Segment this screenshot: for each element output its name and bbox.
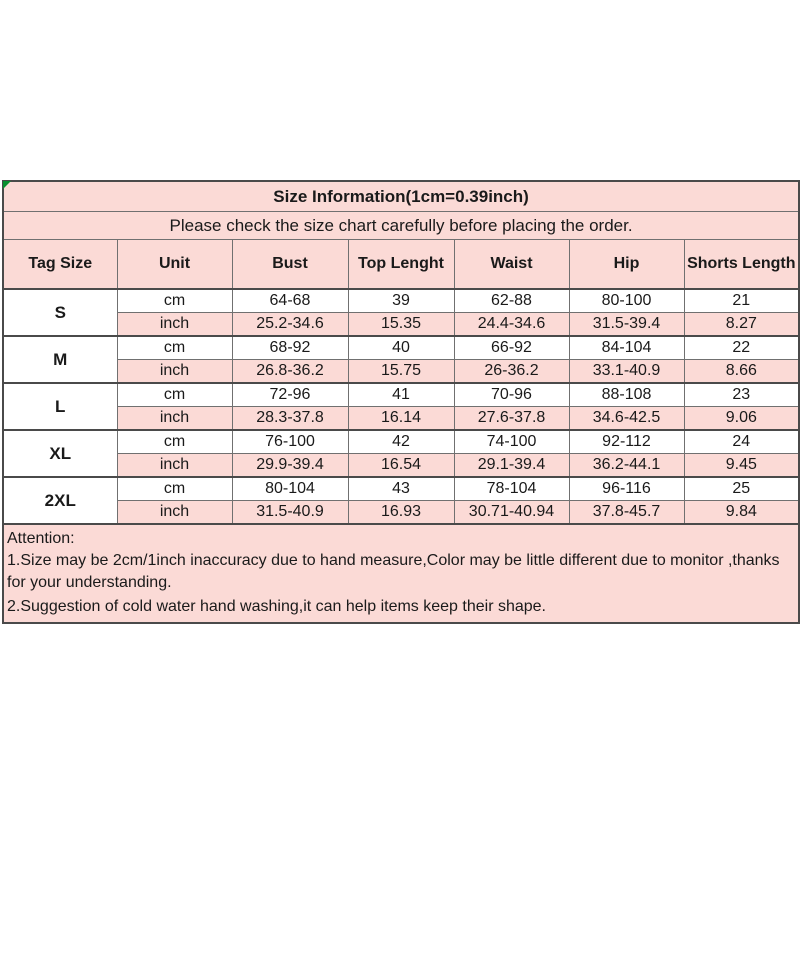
value-cell: 24	[684, 430, 799, 454]
unit-cell: cm	[117, 383, 232, 407]
tag-size-cell: S	[3, 289, 117, 336]
sheet-corner-marker-icon	[3, 181, 11, 189]
attention-heading: Attention:	[7, 530, 75, 547]
value-cell: 29.9-39.4	[232, 454, 348, 478]
value-cell: 29.1-39.4	[454, 454, 569, 478]
value-cell: 84-104	[569, 336, 684, 360]
value-cell: 24.4-34.6	[454, 313, 569, 337]
value-cell: 66-92	[454, 336, 569, 360]
tag-size-cell: L	[3, 383, 117, 430]
value-cell: 16.14	[348, 407, 454, 431]
value-cell: 33.1-40.9	[569, 360, 684, 384]
col-header-unit: Unit	[117, 240, 232, 290]
value-cell: 8.27	[684, 313, 799, 337]
col-header-top-lenght: Top Lenght	[348, 240, 454, 290]
col-header-hip: Hip	[569, 240, 684, 290]
value-cell: 16.93	[348, 501, 454, 525]
value-cell: 30.71-40.94	[454, 501, 569, 525]
value-cell: 39	[348, 289, 454, 313]
subtitle-row	[3, 212, 799, 240]
value-cell: 72-96	[232, 383, 348, 407]
value-cell: 9.45	[684, 454, 799, 478]
unit-cell: inch	[117, 454, 232, 478]
value-cell: 9.06	[684, 407, 799, 431]
unit-cell: inch	[117, 501, 232, 525]
value-cell: 43	[348, 477, 454, 501]
value-cell: 78-104	[454, 477, 569, 501]
unit-cell: cm	[117, 289, 232, 313]
value-cell: 15.35	[348, 313, 454, 337]
size-row-xl-inch	[3, 454, 799, 478]
value-cell: 96-116	[569, 477, 684, 501]
attention-item-2: 2.Suggestion of cold water hand washing,it can help items keep their shape.	[7, 598, 546, 615]
col-header-tag-size: Tag Size	[3, 240, 117, 290]
value-cell: 68-92	[232, 336, 348, 360]
tag-size-cell: XL	[3, 430, 117, 477]
unit-cell: inch	[117, 407, 232, 431]
value-cell: 25	[684, 477, 799, 501]
size-row-l-cm	[3, 383, 799, 407]
value-cell: 8.66	[684, 360, 799, 384]
table-title: Size Information(1cm=0.39inch)	[3, 181, 799, 212]
value-cell: 16.54	[348, 454, 454, 478]
size-row-l-inch	[3, 407, 799, 431]
unit-cell: cm	[117, 477, 232, 501]
value-cell: 26-36.2	[454, 360, 569, 384]
value-cell: 37.8-45.7	[569, 501, 684, 525]
tag-size-cell: M	[3, 336, 117, 383]
value-cell: 21	[684, 289, 799, 313]
value-cell: 22	[684, 336, 799, 360]
value-cell: 42	[348, 430, 454, 454]
value-cell: 23	[684, 383, 799, 407]
value-cell: 31.5-40.9	[232, 501, 348, 525]
unit-cell: cm	[117, 430, 232, 454]
value-cell: 41	[348, 383, 454, 407]
col-header-waist: Waist	[454, 240, 569, 290]
attention-row	[3, 524, 799, 623]
size-row-s-inch	[3, 313, 799, 337]
col-header-shorts-length: Shorts Length	[684, 240, 799, 290]
value-cell: 80-100	[569, 289, 684, 313]
size-row-m-inch	[3, 360, 799, 384]
value-cell: 64-68	[232, 289, 348, 313]
size-row-s-cm	[3, 289, 799, 313]
value-cell: 80-104	[232, 477, 348, 501]
value-cell: 34.6-42.5	[569, 407, 684, 431]
value-cell: 28.3-37.8	[232, 407, 348, 431]
value-cell: 25.2-34.6	[232, 313, 348, 337]
value-cell: 62-88	[454, 289, 569, 313]
value-cell: 88-108	[569, 383, 684, 407]
size-chart-sheet	[2, 180, 798, 624]
attention-item-1: 1.Size may be 2cm/1inch inaccuracy due to hand measure,Color may be little different due to monitor ,thanks for your understanding.	[7, 552, 780, 591]
value-cell: 74-100	[454, 430, 569, 454]
value-cell: 40	[348, 336, 454, 360]
col-header-bust: Bust	[232, 240, 348, 290]
value-cell: 15.75	[348, 360, 454, 384]
value-cell: 70-96	[454, 383, 569, 407]
value-cell: 26.8-36.2	[232, 360, 348, 384]
attention-block	[3, 524, 799, 623]
value-cell: 31.5-39.4	[569, 313, 684, 337]
size-row-xl-cm	[3, 430, 799, 454]
title-row	[3, 181, 799, 212]
value-cell: 92-112	[569, 430, 684, 454]
unit-cell: inch	[117, 360, 232, 384]
unit-cell: inch	[117, 313, 232, 337]
value-cell: 36.2-44.1	[569, 454, 684, 478]
size-row-m-cm	[3, 336, 799, 360]
value-cell: 27.6-37.8	[454, 407, 569, 431]
tag-size-cell: 2XL	[3, 477, 117, 524]
table-subtitle: Please check the size chart carefully before placing the order.	[3, 212, 799, 240]
size-row-2xl-inch	[3, 501, 799, 525]
size-table	[2, 180, 800, 624]
column-header-row	[3, 240, 799, 290]
size-row-2xl-cm	[3, 477, 799, 501]
value-cell: 76-100	[232, 430, 348, 454]
unit-cell: cm	[117, 336, 232, 360]
value-cell: 9.84	[684, 501, 799, 525]
